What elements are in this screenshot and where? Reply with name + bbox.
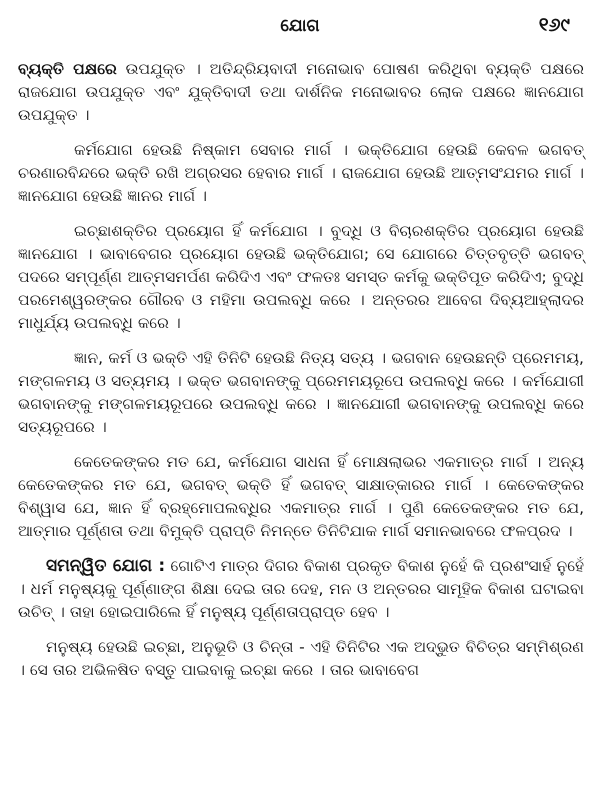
- page-number: ୧୬୯: [538, 14, 570, 36]
- running-title: ଯୋଗ: [280, 16, 320, 36]
- paragraph-3: ଇଚ୍ଛାଶକ୍ତିର ପ୍ରୟୋଗ ହିଁ କର୍ମଯୋଗ । ବୁଦ୍ଧି ଓ ବିଚାରଶକ୍ତିର ପ୍ରୟୋଗ ହେଉଛି ଜ୍ଞାନଯୋଗ । ଭାବାବେଗର ପ୍ରୟୋଗ ହେଉଛି ଭକ୍ତିଯୋଗ; ସେ ଯୋଗରେ ଚିତ୍ତବୃତ୍ତି ଭଗବତ୍ ପଦରେ ସମ୍ପୂର୍ଣ୍ଣ ଆତ୍ମସମର୍ପଣ କରିଦିଏ ଏବଂ ଫଳତଃ ସମସ୍ତ କର୍ମକୁ ଭକ୍ତିପୂତ କରିଦିଏ; ବୁଦ୍ଧି ପରମେଶ୍ୱରଙ୍କର ଗୌରବ ଓ ମହିମା ଉପଲବ୍ଧି କରେ । ଅନ୍ତରର ଆବେଗ ଦିବ୍ୟଆହ୍ଲାଦର ମାଧୁର୍ଯ୍ୟ ଉପଲବ୍ଧି କରେ ।: [18, 222, 584, 332]
- page-header: [0, 14, 600, 42]
- paragraph-5: କେତେକଙ୍କର ମତ ଯେ, କର୍ମଯୋଗ ସାଧନା ହିଁ ମୋକ୍ଷଲାଭର ଏକମାତ୍ର ମାର୍ଗ । ଅନ୍ୟ କେତେକଙ୍କର ମତ ଯେ, ଭଗବତ୍ ଭକ୍ତି ହିଁ ଭଗବତ୍ ସାକ୍ଷାତ୍କାରର ମାର୍ଗ । କେତେକଙ୍କର ବିଶ୍ୱାସ ଯେ, ଜ୍ଞାନ ହିଁ ବ୍ରହ୍ମୋପଲବ୍ଧିର ଏକମାତ୍ର ମାର୍ଗ । ପୁଣି କେତେକଙ୍କର ମତ ଯେ, ଆତ୍ମାର ପୂର୍ଣ୍ଣତା ତଥା ବିମୁକ୍ତି ପ୍ରାପ୍ତି ନିମନ୍ତେ ତିନିଟିଯାକ ମାର୍ଗ ସମାନଭାବରେ ଫଳପ୍ରଦ ।: [18, 453, 584, 540]
- page-body: [18, 58, 584, 694]
- paragraph-1: [18, 58, 584, 127]
- paragraph-4: ଜ୍ଞାନ, କର୍ମ ଓ ଭକ୍ତି ଏହି ତିନିଟି ହେଉଛି ନିତ୍ୟ ସତ୍ୟ । ଭଗବାନ ହେଉଛନ୍ତି ପ୍ରେମମୟ, ମଙ୍ଗଳମୟ ଓ ସତ୍ୟମୟ । ଭକ୍ତ ଭଗବାନଙ୍କୁ ପ୍ରେମମୟରୂପେ ଉପଲବ୍ଧି କରେ । କର୍ମଯୋଗୀ ଭଗବାନଙ୍କୁ ମଙ୍ଗଳମୟରୂପରେ ଉପଲବ୍ଧି କରେ । ଜ୍ଞାନଯୋଗୀ ଭଗବାନଙ୍କୁ ଉପଲବ୍ଧି କରେ ସତ୍ୟରୂପରେ ।: [18, 349, 584, 436]
- paragraph-1-lead: ବ୍ୟକ୍ତି ପକ୍ଷରେ: [18, 60, 117, 78]
- paragraph-last: ମନୁଷ୍ୟ ହେଉଛି ଇଚ୍ଛା, ଅନୁଭୂତି ଓ ଚିନ୍ତା - ଏହି ତିନିଟିର ଏକ ଅଦ୍ଭୁତ ବିଚିତ୍ର ସମ୍ମିଶ୍ରଣ । ସେ ତାର ଅଭିଳଷିତ ବସ୍ତୁ ପାଇବାକୁ ଇଚ୍ଛା କରେ । ତାର ଭାବାବେଗ: [18, 638, 584, 679]
- section-heading: ସମନ୍ୱିତ ଯୋଗ :: [46, 556, 166, 576]
- section-paragraph: [18, 555, 584, 624]
- paragraph-2: କର୍ମଯୋଗ ହେଉଛି ନିଷ୍କାମ ସେବାର ମାର୍ଗ । ଭକ୍ତିଯୋଗ ହେଉଛି କେବଳ ଭଗବତ୍ ଚରଣାରବିନ୍ଦରେ ଭକ୍ତି ରଖି ଅଗ୍ରସର ହେବାର ମାର୍ଗ । ରାଜଯୋଗ ହେଉଛି ଆତ୍ମସଂଯମର ମାର୍ଗ । ଜ୍ଞାନଯୋଗ ହେଉଛି ଜ୍ଞାନର ମାର୍ଗ ।: [18, 141, 584, 205]
- paragraph-1-text: ଉପଯୁକ୍ତ । ଅତିନ୍ଦ୍ରିୟବାଦୀ ମନୋଭାବ ପୋଷଣ କରିଥିବା ବ୍ୟକ୍ତି ପକ୍ଷରେ ରାଜଯୋଗ ଉପଯୁକ୍ତ ଏବଂ ଯୁକ୍ତିବାଦୀ ତଥା ଦାର୍ଶନିକ ମନୋଭାବର ଲୋକ ପକ୍ଷରେ ଜ୍ଞାନଯୋଗ ଉପଯୁକ୍ତ ।: [18, 60, 584, 124]
- section-text: ଗୋଟିଏ ମାତ୍ର ଦିଗର ବିକାଶ ପ୍ରକୃତ ବିକାଶ ନୁହେଁ କି ପ୍ରଶଂସାର୍ହ ନୁହେଁ । ଧର୍ମ ମନୁଷ୍ୟକୁ ପୂର୍ଣ୍ଣାଙ୍ଗ ଶିକ୍ଷା ଦେଇ ତାର ଦେହ, ମନ ଓ ଅନ୍ତରର ସାମୂହିକ ବିକାଶ ଘଟାଇବା ଉଚିତ୍ । ତାହା ହୋଇପାରିଲେ ହିଁ ମନୁଷ୍ୟ ପୂର୍ଣ୍ଣତାପ୍ରାପ୍ତ ହେବ ।: [18, 557, 584, 621]
